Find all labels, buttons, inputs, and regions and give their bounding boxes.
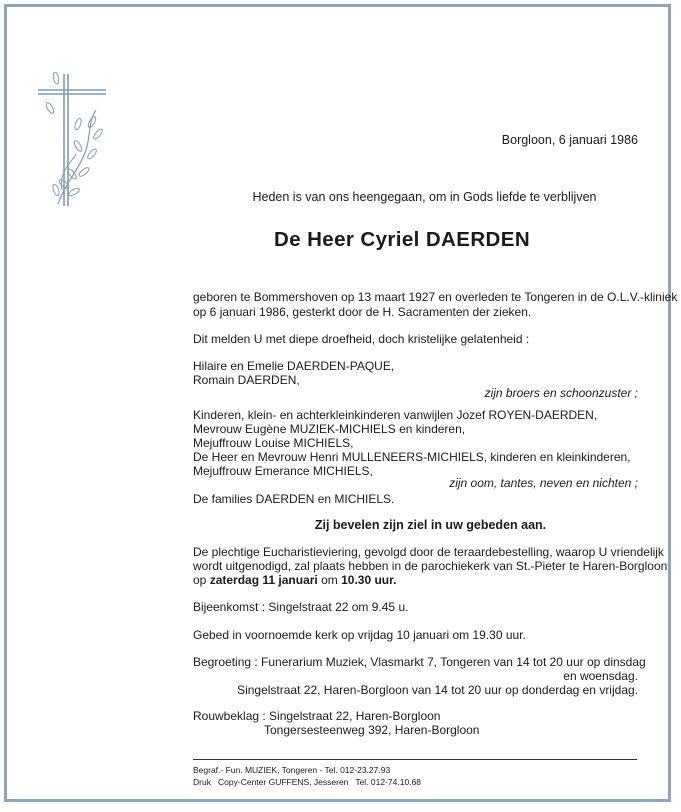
ceremony-date: zaterdag 11 januari	[209, 573, 318, 587]
family-line: Mevrouw Eugène MUZIEK-MICHIELS en kinderen,	[193, 422, 466, 436]
greeting-line-1: Begroeting : Funerarium Muziek, Vlasmarkt 7, Tongeren van 14 tot 20 uur op dinsdag	[193, 655, 646, 669]
family-line: Hilaire en Emelie DAERDEN-PAQUE,	[193, 359, 395, 373]
family-line: Mejuffrouw Louise MICHIELS,	[193, 436, 354, 450]
prayer-service-line: Gebed in voornoemde kerk op vrijdag 10 januari om 19.30 uur.	[193, 628, 526, 642]
family-line: Romain DAERDEN,	[193, 373, 300, 387]
footer-divider	[193, 759, 637, 760]
ceremony-line-1: De plechtige Eucharistieviering, gevolgd door de teraardebestelling, waarop U vriendelijk	[193, 545, 664, 559]
condolence-line-1: Rouwbeklag : Singelstraat 22, Haren-Borgloon	[193, 709, 441, 723]
family-role: zijn oom, tantes, neven en nichten ;	[449, 476, 638, 490]
ceremony-line-3	[193, 573, 396, 588]
place-date: Borgloon, 6 januari 1986	[501, 133, 638, 147]
ceremony-time: 10.30 uur.	[341, 573, 397, 587]
family-line: Kinderen, klein- en achterkleinkinderen vanwijlen Jozef ROYEN-DAERDEN,	[193, 408, 598, 422]
gathering-line: Bijeenkomst : Singelstraat 22 om 9.45 u.	[193, 600, 409, 614]
footer-line-1: Begraf.- Fun. MUZIEK, Tongeren - Tel. 012-23.27.93	[193, 765, 391, 775]
footer-line-2: Druk Copy-Center GUFFENS, Jesseren Tel. 012-74.10.68	[193, 777, 422, 787]
intro-text: Heden is van ons heengegaan, om in Gods liefde te verblijven	[252, 190, 597, 204]
ceremony-line-2: wordt uitgenodigd, zal plaats hebben in de parochiekerk van St.-Pieter te Haren-Borgloon	[193, 559, 668, 573]
intro-line	[0, 190, 681, 204]
family-line: De Heer en Mevrouw Henri MULLENEERS-MICHIELS, kinderen en kleinkinderen,	[193, 450, 631, 464]
family-line: Mejuffrouw Emerance MICHIELS,	[193, 464, 373, 478]
ceremony-prefix: op	[193, 573, 207, 587]
ceremony-mid: om	[321, 573, 338, 587]
prayer-request-text: Zij bevelen zijn ziel in uw gebeden aan.	[314, 518, 547, 532]
greeting-line-2: en woensdag.	[563, 669, 638, 683]
greeting-line-3: Singelstraat 22, Haren-Borgloon van 14 tot 20 uur op donderdag en vrijdag.	[237, 683, 638, 697]
deceased-name: De Heer Cyriel DAERDEN	[274, 228, 531, 251]
prayer-request	[0, 518, 681, 532]
family-role: zijn broers en schoonzuster ;	[484, 386, 638, 400]
cross-with-branch-icon	[36, 72, 112, 206]
birth-line-1: geboren te Bommershoven op 13 maart 1927 en overleden te Tongeren in de O.L.V.-kliniek	[193, 290, 678, 304]
families-line: De families DAERDEN en MICHIELS.	[193, 492, 395, 506]
birth-line-2: op 6 januari 1986, gesterkt door de H. Sacramenten der zieken.	[193, 305, 532, 319]
announcement: Dit melden U met diepe droefheid, doch kristelijke gelatenheid :	[193, 332, 530, 346]
condolence-line-2: Tongersesteenweg 392, Haren-Borgloon	[264, 723, 480, 737]
